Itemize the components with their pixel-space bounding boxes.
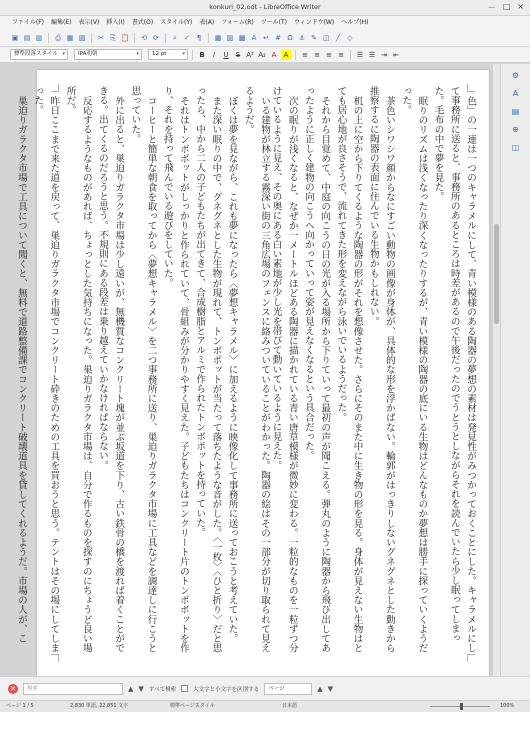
close-find-icon[interactable]: ✕ [8, 684, 18, 694]
desktop-background [0, 712, 530, 749]
gallery-icon[interactable]: ▤ [511, 107, 520, 116]
align-center-icon[interactable]: ≡ [314, 50, 320, 59]
paragraph: 次の眠りが浅くなると、なぜか一メートルほどある陶器に描かれている青い唐草模様が微妙に変わる。一粒的なものを一粒ずつ分けているように見え、その奥にある白い素地が少し光を帯びて動いているように見えた。 [270, 86, 298, 653]
menu-file[interactable]: ファイル(F) [12, 19, 45, 26]
shapes-icon[interactable]: ◇ [347, 34, 353, 42]
page-info[interactable]: ページ 1 / 5 [6, 703, 34, 709]
toolbar-separator [192, 50, 193, 60]
paragraph: それはトンボポットがしっかりと作られていて、骨組みが分かりやすく見えた。子どもたちはコンクリート片のトンボボットを作り、それを持って飛んでいる遊びをしていた。 [161, 86, 189, 653]
match-case-checkbox[interactable] [181, 685, 188, 692]
italic-icon[interactable]: I [212, 50, 216, 59]
menu-view[interactable]: 表示(V) [78, 19, 100, 26]
font-name-select[interactable] [74, 49, 142, 60]
close-window-icon[interactable]: × [517, 2, 524, 11]
special-char-icon[interactable]: Ω [287, 34, 293, 42]
styles-icon[interactable]: A [512, 89, 519, 98]
menu-form[interactable]: フォーム(R) [221, 19, 254, 26]
word-count[interactable]: 2,830 単語, 22,851 文字 [70, 703, 129, 709]
window-controls [488, 2, 524, 13]
find-toolbar [0, 676, 530, 700]
page-break-icon[interactable]: ↵ [263, 34, 269, 42]
page-style[interactable]: 標準ページスタイル [170, 703, 215, 709]
search-scope-select[interactable] [264, 683, 312, 695]
font-name-value: IPA明朝 [78, 51, 98, 57]
scope-previous-icon[interactable]: ▲ [317, 684, 323, 693]
font-size-select[interactable] [148, 49, 188, 60]
document-area[interactable] [0, 64, 492, 676]
subscript-icon[interactable]: A₂ [258, 50, 266, 59]
find-previous-icon[interactable]: ▲ [128, 684, 134, 693]
paragraph: 色」の一連は一つのキャラメルにして、青い模様のある陶器の夢想の素材は発見性がみつかっておくことにした。キャラメルにして事務所に送ると、事務所のあるところは時差があるので午後だったのでうとうとしながらそれを読んでいたら少し眠ってしまった。毛布の中で夢を見た。 [432, 86, 476, 653]
font-color-icon[interactable]: A [271, 50, 277, 59]
scrollbar-thumb[interactable] [494, 224, 499, 324]
title-bar [0, 0, 530, 16]
menu-styles[interactable]: スタイル(Y) [160, 19, 193, 26]
vertical-text-column-1[interactable] [270, 86, 478, 661]
toolbar-separator [91, 33, 92, 43]
chart-icon[interactable]: ▩ [238, 34, 246, 42]
language[interactable]: 日本語 [282, 703, 298, 709]
paragraph: いる建物が林立する霧深い街の三角広場のフェンスに絡みついていることがわかった。陶器の絵はその一部分が切り取られて見えるようだ。 [242, 86, 270, 653]
paragraph: それから目覚めて、中庭の向こうの日の光が入る場所から下りていって最初の声が聞こえる。弾丸のように陶器から飛び出してあったように正しく建物の向こうへ向かっていって姿が見えなくなるという具合だった。 [302, 86, 331, 653]
hyperlink-icon[interactable]: ⚓ [298, 34, 306, 42]
match-case-label: 大文字と小文字を区別する [193, 686, 260, 693]
paragraph: コーヒーと簡単な朝食を取ってから〈夢想キャラメル〉を二つ事務所に送り、巣迫りガラクタ市場に工具などを調達しに行こうと思っていた。 [129, 86, 157, 653]
toolbar-separator [350, 50, 351, 60]
justify-icon[interactable]: ≡ [338, 50, 344, 59]
print-preview-icon[interactable]: ▧ [78, 34, 86, 42]
paragraph-style-select[interactable] [10, 49, 68, 60]
bold-icon[interactable]: B [199, 50, 205, 59]
toolbar-separator [48, 33, 49, 43]
properties-icon[interactable]: ⚙ [511, 71, 520, 80]
line-icon[interactable]: ╱ [335, 34, 341, 42]
numbering-icon[interactable]: ☰ [368, 50, 376, 59]
menu-list [0, 16, 530, 30]
paragraph: 巣迫りガラクタ市場で工具について聞くと、無料で道路整備課でコンクリート破壊道具を貸してくれるようだ。市場の人が、こ [15, 95, 27, 643]
menu-window[interactable]: ウィンドウ(W) [293, 19, 335, 26]
menu-help[interactable]: ヘルプ(H) [341, 19, 369, 26]
cut-icon[interactable]: ✂ [98, 34, 104, 42]
formatting-marks-icon[interactable]: ¶ [196, 34, 202, 42]
redo-icon[interactable]: ⟳ [153, 34, 159, 42]
align-left-icon[interactable]: ≡ [302, 50, 308, 59]
decrease-indent-icon[interactable]: ⇤ [393, 50, 399, 59]
copy-icon[interactable]: ⎘ [110, 34, 116, 42]
standard-toolbar [0, 30, 530, 46]
document-page[interactable] [15, 70, 489, 676]
zoom-slider-knob[interactable] [460, 703, 463, 710]
paragraph: 机の上に空から下りてくるような陶器の形がそれを想像させた。さらにそのまた中に生き物の形を見る。身体が見えない生物はとても居心地が良さそうで、流れてきた形を変えながら泳いでいるようだった。 [335, 86, 363, 653]
spelling-icon[interactable]: ✓ [184, 34, 190, 42]
paragraph: また深い眠りの中で、グネグネとした生物が現れて、トンボポットが当たって落ちたような音がした。〈一枚〉〈ひと折り〉だと思ったら、中から二人の子どもたちが出てきて、合成樹脂とアルミで作られたトンボボットを持っていた。 [194, 86, 222, 653]
maximize-icon[interactable]: □ [502, 2, 511, 11]
find-next-icon[interactable]: ▼ [138, 684, 144, 693]
page-icon[interactable]: ◫ [511, 143, 520, 152]
save-icon[interactable]: ▥ [35, 34, 43, 42]
formatting-toolbar [0, 47, 530, 63]
sidebar-deck [500, 64, 530, 676]
undo-icon[interactable]: ⟲ [141, 34, 147, 42]
window-title: konkuri_02.odt - LibreOffice Writer [209, 3, 321, 11]
toolbar-separator [295, 50, 296, 60]
chevron-down-icon: ▾ [62, 51, 65, 57]
menu-edit[interactable]: 編集(E) [51, 19, 72, 26]
paragraph-style-value: 標準段落スタイル [14, 51, 58, 57]
toolbar-separator [208, 33, 209, 43]
export-pdf-icon[interactable]: ▦ [66, 34, 74, 42]
search-scope-value: ページ [268, 685, 285, 692]
paragraph: 反応するようなものがあれば、ちょっとした気持ちになった。巣迫りガラクタ市場は、自分で作るものを探すのにちょうど良い場所だ。 [64, 86, 92, 653]
navigator-icon[interactable]: ⊕ [512, 125, 519, 134]
status-bar [0, 700, 530, 712]
paragraph: 茶色いシワシワ顔からなにすごい動物の画像が身体が、具体的な形を浮かばない。輪郭がはっきりしないグネグネとした動きから推察するに陶器の表面に住んでいる生物かもしれない。 [367, 86, 395, 653]
image-icon[interactable]: ▨ [226, 34, 234, 42]
menu-bar [0, 16, 530, 30]
menu-insert[interactable]: 挿入(I) [106, 19, 125, 26]
strikethrough-icon[interactable]: S [235, 50, 241, 59]
chevron-down-icon: ▾ [136, 51, 139, 57]
menu-format[interactable]: 書式(O) [131, 19, 154, 26]
open-icon[interactable]: ▤ [23, 34, 31, 42]
paragraph: 眠りのリズムは浅くなったり深くなったりするが、青い模様の陶器の底にいる生物はどんなものか夢想は勝手に探っていくようだった。 [400, 86, 428, 653]
highlight-icon[interactable]: A [281, 50, 291, 60]
find-all-button[interactable]: すべて検索 [148, 686, 177, 693]
new-icon[interactable]: ▣ [11, 34, 19, 42]
bullets-icon[interactable]: ☰ [356, 50, 364, 59]
textbox-icon[interactable]: A [251, 34, 257, 42]
align-right-icon[interactable]: ≡ [326, 50, 332, 59]
zoom-percent[interactable]: 100% [500, 703, 515, 709]
underline-icon[interactable]: U [223, 50, 229, 59]
zoom-slider[interactable] [430, 706, 490, 707]
scope-next-icon[interactable]: ▼ [327, 684, 333, 693]
paste-icon[interactable]: 📋 [120, 34, 130, 42]
paragraph: 昨日ここまで来た道を戻って、巣迫りガラクタ市場でコンクリート砕きのための工具を買おうと思う。テントはその場にしてしまった。 [32, 86, 60, 653]
find-replace-icon[interactable]: ⌕ [173, 34, 177, 42]
increase-indent-icon[interactable]: ⇥ [381, 50, 387, 59]
superscript-icon[interactable]: A² [246, 50, 254, 59]
toolbar-separator [165, 33, 166, 43]
toolbar-separator [134, 33, 135, 43]
font-size-value: 12 pt [152, 51, 167, 57]
field-icon[interactable]: # [275, 34, 281, 42]
menu-table[interactable]: 表(A) [199, 19, 215, 26]
vertical-scrollbar[interactable] [492, 64, 500, 676]
comment-icon[interactable]: ✎ [311, 34, 317, 42]
find-input[interactable]: 検索 [23, 683, 123, 695]
chevron-down-icon: ▾ [182, 51, 185, 57]
track-changes-icon[interactable]: ◫ [322, 34, 330, 42]
table-icon[interactable]: ▦ [214, 34, 222, 42]
print-icon[interactable]: ⎙ [55, 34, 61, 42]
vertical-text-column-2[interactable] [15, 86, 272, 661]
menu-tools[interactable]: ツール(T) [260, 19, 287, 26]
paragraph: 外に出ると、巣迫りガラクタ市場は少し遠いが、無機質なコンクリート塊が並ぶ坂道を下り、古い鉄骨の橋を渡れば着くことができる。出てくるのだろうと思う。不規則にある段差は乗り越えていかなければならない。 [96, 86, 125, 653]
paragraph: ぼくは夢を見ながら、これも夢になったら〈夢想キャラメル〉に加えるように映像化して事務所に送っておこうと考えていた。 [226, 95, 238, 643]
minimize-icon[interactable]: － [487, 3, 496, 12]
